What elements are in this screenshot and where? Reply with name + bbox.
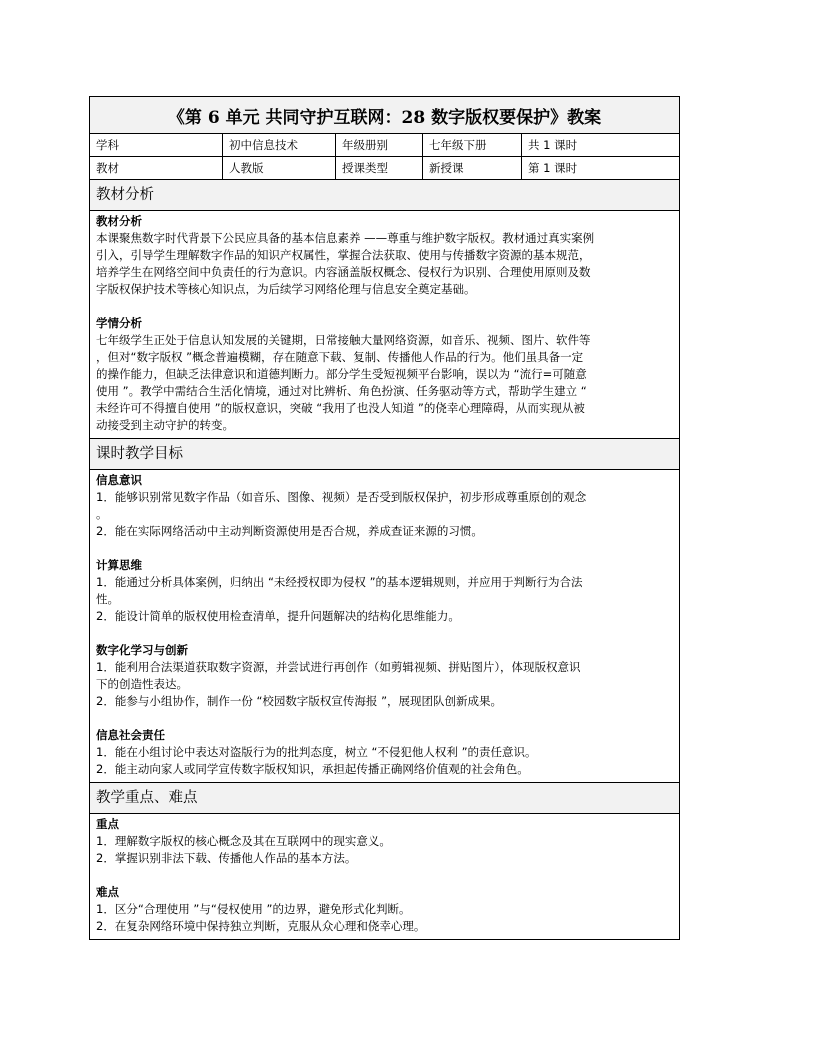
lesson-plan-table [89,96,680,940]
meta-row-2 [90,157,680,180]
subsection-title: 学情分析 [96,316,142,330]
paragraph-line: 使用 ”。教学中需结合生活化情境，通过对比辨析、角色扮演、任务驱动等方式，帮助学生建立 “ [96,384,587,398]
section-body-analysis [90,211,680,439]
lesson-plan-page [89,96,679,940]
meta-cell: 学科 [90,134,223,157]
paragraph-line: 。 [96,507,108,521]
meta-cell: 人教版 [223,157,336,180]
meta-cell: 年级册别 [336,134,423,157]
document-title: 《第 6 单元 共同守护互联网：28 数字版权要保护》教案 [90,97,680,134]
meta-cell: 七年级下册 [423,134,522,157]
paragraph-line: 1．理解数字版权的核心概念及其在互联网中的现实意义。 [96,834,391,848]
paragraph-line: 本课聚焦数字时代背景下公民应具备的基本信息素养 ——尊重与维护数字版权。教材通过真实案例 [96,231,595,245]
section-heading-analysis: 教材分析 [90,180,680,211]
meta-cell: 授课类型 [336,157,423,180]
meta-cell: 新授课 [423,157,522,180]
subsection-title: 教材分析 [96,214,142,228]
subsection-title: 重点 [96,817,119,831]
subsection-title: 信息意识 [96,473,142,487]
section-body-key [90,814,680,940]
paragraph-line: ，但对“数字版权 ”概念普遍模糊，存在随意下载、复制、传播他人作品的行为。他们虽具备一定 [96,350,584,364]
meta-cell: 初中信息技术 [223,134,336,157]
paragraph-line: 字版权保护技术等核心知识点，为后续学习网络伦理与信息安全奠定基础。 [96,282,476,296]
section-heading-goals: 课时教学目标 [90,439,680,470]
paragraph-line: 七年级学生正处于信息认知发展的关键期，日常接触大量网络资源，如音乐、视频、图片、软件等 [96,333,591,347]
meta-row-1 [90,134,680,157]
paragraph-line: 动接受到主动守护的转变。 [96,418,234,432]
meta-cell: 教材 [90,157,223,180]
paragraph-line: 2．能参与小组协作，制作一份 “校园数字版权宣传海报 ”，展现团队创新成果。 [96,694,503,708]
paragraph-line: 下的创造性表达。 [96,677,188,691]
subsection-title: 难点 [96,885,119,899]
paragraph-line: 性。 [96,592,119,606]
paragraph-line: 2．能在实际网络活动中主动判断资源使用是否合规，养成查证来源的习惯。 [96,524,483,538]
meta-cell: 共 1 课时 [522,134,680,157]
section-body-goals [90,470,680,783]
subsection-title: 计算思维 [96,558,142,572]
subsection-title: 数字化学习与创新 [96,643,188,657]
paragraph-line: 2．在复杂网络环境中保持独立判断，克服从众心理和侥幸心理。 [96,919,426,933]
paragraph-line: 2．能设计简单的版权使用检查清单，提升问题解决的结构化思维能力。 [96,609,460,623]
paragraph-line: 1．区分“合理使用 ”与“侵权使用 ”的边界，避免形式化判断。 [96,902,411,916]
meta-cell: 第 1 课时 [522,157,680,180]
paragraph-line: 2．能主动向家人或同学宣传数字版权知识，承担起传播正确网络价值观的社会角色。 [96,762,529,776]
paragraph-line: 1．能够识别常见数字作品（如音乐、图像、视频）是否受到版权保护，初步形成尊重原创的观念 [96,490,587,504]
paragraph-line: 1．能利用合法渠道获取数字资源，并尝试进行再创作（如剪辑视频、拼贴图片），体现版权意识 [96,660,581,674]
paragraph-line: 1．能在小组讨论中表达对盗版行为的批判态度，树立 “不侵犯他人权利 ”的责任意识。 [96,745,537,759]
section-heading-key: 教学重点、难点 [90,783,680,814]
paragraph-line: 2．掌握识别非法下载、传播他人作品的基本方法。 [96,851,357,865]
paragraph-line: 未经许可不得擅自使用 ”的版权意识，突破 “我用了也没人知道 ”的侥幸心理障碍，从而实现从被 [96,401,585,415]
paragraph-line: 培养学生在网络空间中负责任的行为意识。内容涵盖版权概念、侵权行为识别、合理使用原则及数 [96,265,591,279]
paragraph-line: 引入，引导学生理解数字作品的知识产权属性，掌握合法获取、使用与传播数字资源的基本规范， [96,248,591,262]
paragraph-line: 1．能通过分析具体案例，归纳出 “未经授权即为侵权 ”的基本逻辑规则，并应用于判断行为合法 [96,575,583,589]
paragraph-line: 的操作能力，但缺乏法律意识和道德判断力。部分学生受短视频平台影响，误以为 “流行=可随意 [96,367,587,381]
subsection-title: 信息社会责任 [96,728,165,742]
